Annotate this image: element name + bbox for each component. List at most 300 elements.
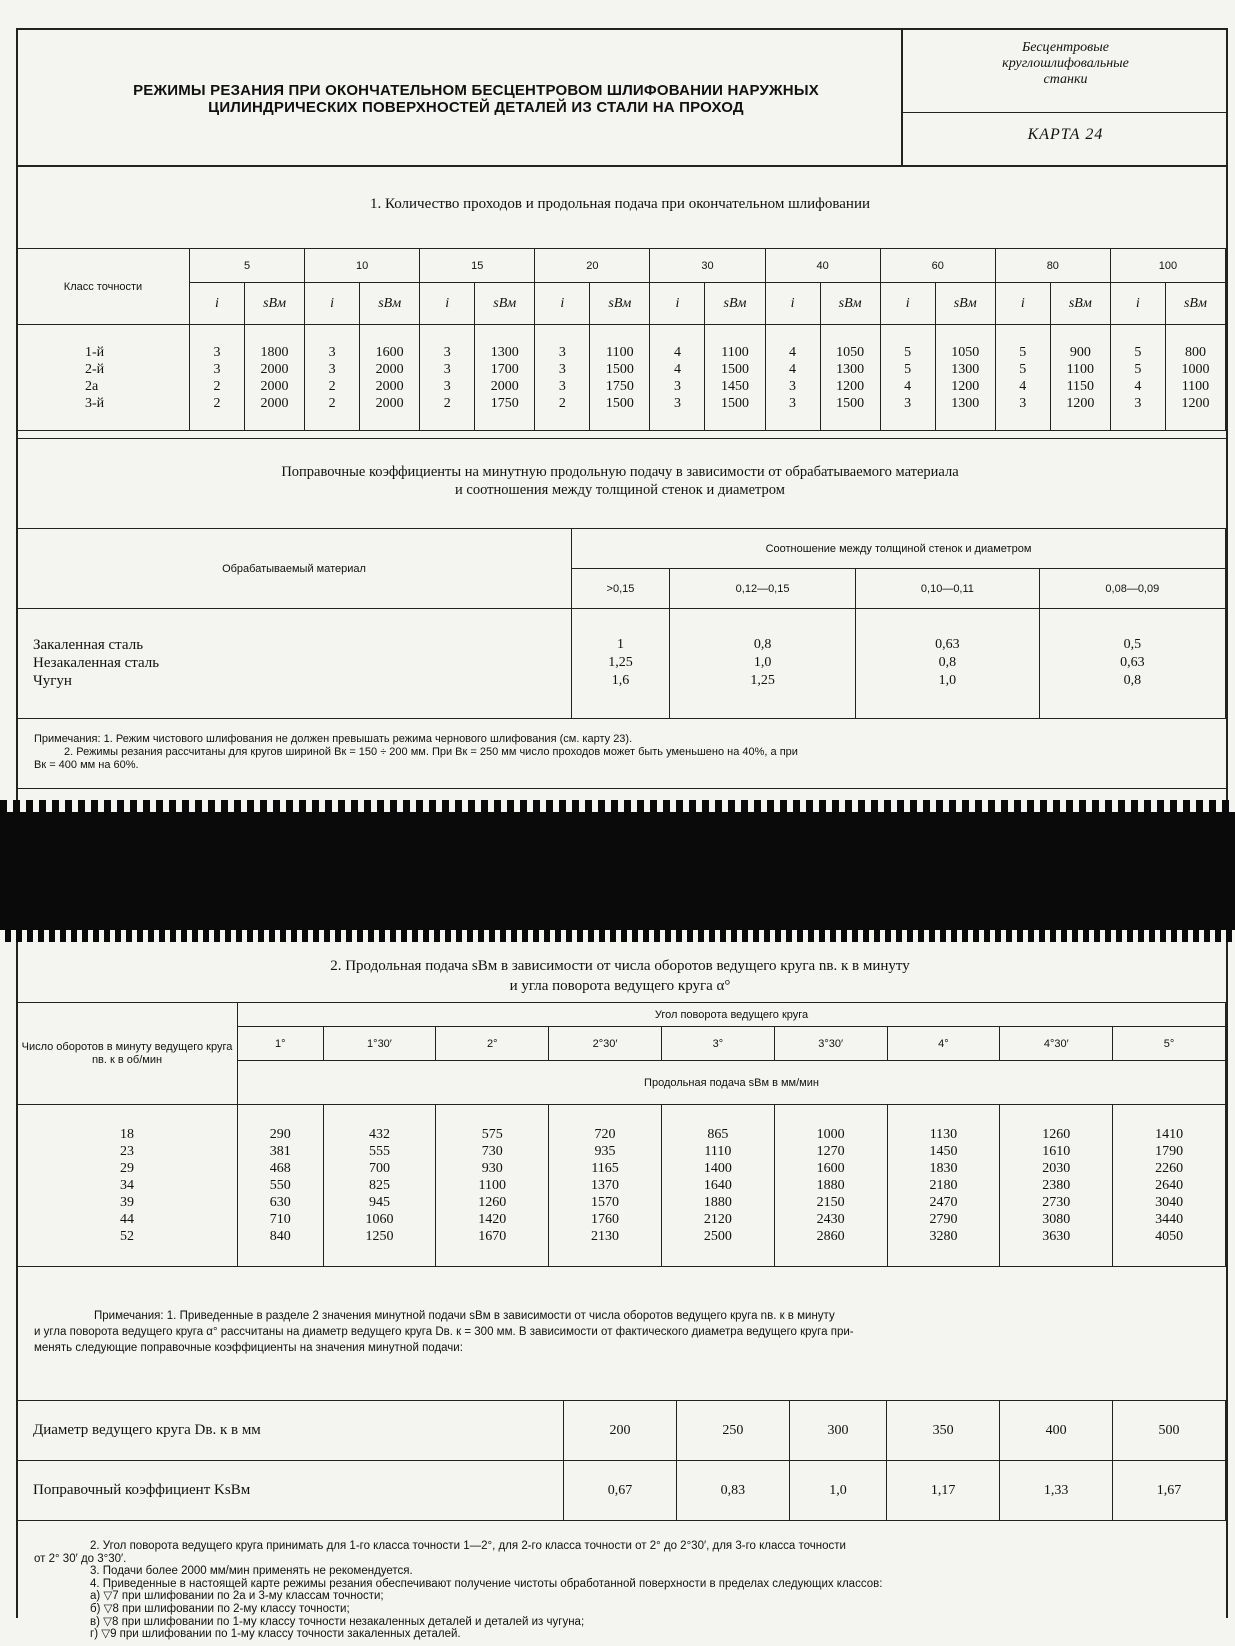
note-3-line-6: б) ▽8 при шлифовании по 2-му классу точности; (90, 1602, 350, 1615)
feed-value: 1100 (1181, 378, 1210, 394)
note-3-line-7: в) ▽8 при шлифовании по 1-му классу точности незакаленных деталей и деталей из чугуна; (90, 1615, 585, 1628)
coef-value: 0,63 (1120, 654, 1145, 670)
passes-value: 5 (1019, 361, 1027, 377)
feed-value: 2000 (260, 361, 289, 377)
feed-rate-cell (549, 1105, 662, 1267)
passes-value: 3 (213, 344, 221, 360)
feed-rate-value: 630 (269, 1195, 291, 1210)
feed-rate-cell (436, 1105, 549, 1267)
note-1-line-2: 2. Режимы резания рассчитаны для кругов шириной Bк = 150 ÷ 200 мм. При Bк = 250 мм число проходов может быть уменьшено на 40%, а при (64, 746, 798, 758)
passes-value: 4 (904, 378, 912, 394)
feed-value: 1300 (951, 361, 980, 377)
passes-cell (190, 325, 245, 431)
passes-value: 4 (673, 361, 681, 377)
feed-rate-value: 3440 (1155, 1212, 1184, 1227)
coef-value: 1,25 (608, 654, 633, 670)
feed-stack (1166, 344, 1225, 412)
feed-value: 1300 (951, 395, 980, 411)
rpm-header: Число оборотов в минуту ведущего круга nв. к в об/мин (17, 1003, 238, 1105)
feed-stack (705, 344, 764, 412)
wheel-diameter-value: 300 (789, 1401, 886, 1461)
coef-label: Поправочный коэффициент KsBм (17, 1461, 564, 1521)
wheel-coef-value: 1,0 (789, 1461, 886, 1521)
feed-stack (590, 344, 649, 412)
feed-value: 1000 (1181, 361, 1210, 377)
feed-rate-cell (323, 1105, 436, 1267)
passes-cell (1110, 325, 1165, 431)
feed-value: 1200 (1181, 395, 1210, 411)
diameter-header-30: 30 (650, 249, 765, 283)
passes-value: 3 (443, 361, 451, 377)
feed-value: 2000 (490, 378, 519, 394)
feed-stack (936, 344, 995, 412)
passes-value: 3 (789, 395, 797, 411)
feed-col-header: sBм (935, 283, 995, 325)
feed-rate-value: 1670 (478, 1229, 507, 1244)
feed-rate-value: 2790 (929, 1212, 958, 1227)
coef-title (20, 463, 1220, 499)
wheel-diameter-value: 200 (564, 1401, 677, 1461)
passes-col-header: i (190, 283, 245, 325)
feed-stack (821, 344, 880, 412)
notes-section-1 (34, 733, 1214, 772)
feed-value: 2000 (260, 378, 289, 394)
feed-rate-value: 3080 (1042, 1212, 1071, 1227)
class-list (17, 325, 190, 431)
passes-stack (1111, 344, 1165, 412)
passes-col-header: i (420, 283, 475, 325)
passes-col-header: i (880, 283, 935, 325)
passes-value: 3 (443, 344, 451, 360)
feed-cell (1050, 325, 1110, 431)
section-1-title: 1. Количество проходов и продольная подача при окончательном шлифовании (369, 196, 870, 212)
passes-value: 4 (1019, 378, 1027, 394)
section-1-bottom-rule (16, 438, 1226, 439)
feed-rate-cell (774, 1105, 887, 1267)
card-number: КАРТА 24 (1027, 126, 1104, 143)
class-label: 1-й (85, 344, 105, 360)
feed-cell (245, 325, 305, 431)
feed-cell (935, 325, 995, 431)
passes-value: 2 (213, 395, 221, 411)
note-2-line-3: менять следующие поправочные коэффициенты на значения минутной подачи: (34, 1342, 463, 1354)
passes-value: 3 (1019, 395, 1027, 411)
page-title (36, 82, 916, 116)
feed-rate-value: 1880 (703, 1195, 732, 1210)
wheel-coef-value: 1,33 (1000, 1461, 1113, 1521)
ratio-header-2: 0,10—0,11 (856, 569, 1039, 609)
passes-value: 3 (558, 344, 566, 360)
feed-value: 1300 (490, 344, 519, 360)
note-1-line-3: Bк = 400 мм на 60%. (34, 759, 139, 771)
coef-value: 1 (616, 636, 624, 652)
coef-stack (1040, 637, 1225, 691)
feed-rate-value: 720 (594, 1127, 616, 1142)
diameter-header-20: 20 (535, 249, 650, 283)
diameter-header-40: 40 (765, 249, 880, 283)
ratio-header-3: 0,08—0,09 (1039, 569, 1225, 609)
feed-rate-value: 432 (368, 1127, 390, 1142)
coef-value: 1,0 (938, 672, 957, 688)
passes-stack (996, 344, 1050, 412)
title-line-2: ЦИЛИНДРИЧЕСКИХ ПОВЕРХНОСТЕЙ ДЕТАЛЕЙ ИЗ СТАЛИ НА ПРОХОД (208, 99, 744, 116)
note-2-line-1: Примечания: 1. Приведенные в разделе 2 значения минутной подачи sBм в зависимости от числа оборотов ведущего круга nв. к в минуту (94, 1310, 835, 1322)
passes-value: 3 (213, 361, 221, 377)
feed-rate-value: 1410 (1155, 1127, 1184, 1142)
passes-value: 3 (328, 344, 336, 360)
feed-rate-value: 1370 (591, 1178, 620, 1193)
coef-title-line-1: Поправочные коэффициенты на минутную продольную подачу в зависимости от обрабатываемого материала (281, 464, 959, 480)
wheel-diameter-value: 500 (1113, 1401, 1226, 1461)
header-side-box (901, 30, 1228, 165)
feed-rate-value: 1110 (704, 1144, 732, 1159)
note-3-line-1: 2. Угол поворота ведущего круга принимать для 1-го класса точности 1—2°, для 2-го класса точности от 2° до 2°30′, для 3-го класса точности (90, 1540, 846, 1552)
feed-rate-value: 4050 (1155, 1229, 1184, 1244)
feed-rate-cell (1000, 1105, 1113, 1267)
passes-stack (535, 344, 589, 412)
feed-rate-value: 2150 (816, 1195, 845, 1210)
section-2-title-line-1: 2. Продольная подача sBм в зависимости от числа оборотов ведущего круга nв. к в минуту (330, 958, 910, 974)
passes-col-header: i (995, 283, 1050, 325)
feed-value: 1700 (490, 361, 519, 377)
feed-rate-value: 1270 (816, 1144, 845, 1159)
material-label: Незакаленная сталь (33, 654, 160, 671)
header-divider (903, 112, 1228, 113)
feed-col-header: sBм (360, 283, 420, 325)
coef-value: 1,25 (750, 672, 775, 688)
feed-rate-value: 730 (481, 1144, 503, 1159)
angle-header-5: 3°30′ (774, 1027, 887, 1061)
feed-rate-value: 865 (707, 1127, 729, 1142)
feed-col-header: sBм (705, 283, 765, 325)
feed-rate-value: 2430 (816, 1212, 845, 1227)
feed-by-rpm-table (16, 1002, 1226, 1267)
feed-rate-value: 930 (481, 1161, 503, 1176)
note-3-line-5: а) ▽7 при шлифовании по 2а и 3-му классам точности; (90, 1590, 384, 1603)
feed-rate-value: 1260 (1042, 1127, 1071, 1142)
passes-stack (420, 344, 474, 412)
passes-value: 3 (1134, 395, 1142, 411)
feed-rate-value: 1760 (591, 1212, 620, 1227)
machine-line-1: Бесцентровые (1022, 40, 1109, 55)
coef-stack (670, 637, 855, 691)
feed-value: 1050 (951, 344, 980, 360)
feed-rate-value: 1130 (929, 1127, 958, 1142)
angle-header-3: 2°30′ (549, 1027, 662, 1061)
notes-1-bottom-rule (16, 788, 1226, 789)
feed-rate-value: 2640 (1155, 1178, 1184, 1193)
diameter-label: Диаметр ведущего круга Dв. к в мм (17, 1401, 564, 1461)
feed-value: 2000 (375, 395, 404, 411)
feed-cell (475, 325, 535, 431)
feed-rate-value: 710 (269, 1212, 291, 1227)
feed-rate-stack (436, 1126, 548, 1245)
passes-value: 5 (1134, 361, 1142, 377)
feed-rate-value: 1790 (1155, 1144, 1184, 1159)
feed-value: 1200 (951, 378, 980, 394)
passes-stack (650, 344, 704, 412)
coef-cell (1039, 609, 1225, 719)
passes-feed-table (16, 248, 1226, 431)
material-label: Закаленная сталь (33, 636, 144, 653)
passes-stack (305, 344, 359, 412)
passes-value: 2 (443, 395, 451, 411)
feed-cell (590, 325, 650, 431)
passes-col-header: i (650, 283, 705, 325)
feed-cell (360, 325, 420, 431)
ratio-header-1: 0,12—0,15 (669, 569, 855, 609)
machine-type (903, 40, 1228, 88)
coef-value: 0,8 (1123, 672, 1142, 688)
feed-value: 1500 (605, 361, 634, 377)
coef-value: 1,6 (611, 672, 630, 688)
wheel-coef-value: 1,17 (887, 1461, 1000, 1521)
feed-col-header: sBм (475, 283, 535, 325)
feed-value: 1450 (720, 378, 749, 394)
feed-rate-value: 1610 (1042, 1144, 1071, 1159)
feed-rate-value: 2180 (929, 1178, 958, 1193)
angle-header-7: 4°30′ (1000, 1027, 1113, 1061)
class-label: 2а (85, 378, 99, 394)
passes-value: 2 (558, 395, 566, 411)
feed-value: 2000 (375, 361, 404, 377)
feed-rate-stack (775, 1126, 887, 1245)
feed-rate-value: 3280 (929, 1229, 958, 1244)
feed-rate-value: 1400 (703, 1161, 732, 1176)
diameter-header-60: 60 (880, 249, 995, 283)
coef-value: 0,8 (753, 636, 772, 652)
passes-value: 5 (904, 344, 912, 360)
passes-value: 4 (1134, 378, 1142, 394)
section-2-title (20, 956, 1220, 996)
feed-rate-value: 1060 (365, 1212, 394, 1227)
feed-col-header: sBм (590, 283, 650, 325)
passes-value: 3 (904, 395, 912, 411)
feed-rate-value: 1250 (365, 1229, 394, 1244)
angle-header-6: 4° (887, 1027, 1000, 1061)
passes-cell (880, 325, 935, 431)
material-list (17, 609, 572, 719)
feed-rate-value: 468 (269, 1161, 291, 1176)
passes-cell (420, 325, 475, 431)
feed-value: 1750 (490, 395, 519, 411)
passes-value: 5 (904, 361, 912, 377)
feed-rate-stack (324, 1126, 436, 1245)
feed-rate-stack (662, 1126, 774, 1245)
feed-rate-value: 550 (269, 1178, 291, 1193)
rpm-value: 29 (120, 1161, 134, 1176)
feed-rate-cell (1113, 1105, 1226, 1267)
coef-stack (572, 637, 669, 691)
angle-header: Угол поворота ведущего круга (238, 1003, 1226, 1027)
feed-value: 800 (1184, 344, 1206, 360)
feed-rate-cell (887, 1105, 1000, 1267)
coef-value: 0,5 (1123, 636, 1142, 652)
feed-rate-value: 840 (269, 1229, 291, 1244)
feed-cell (820, 325, 880, 431)
passes-value: 3 (673, 378, 681, 394)
rpm-value: 39 (120, 1195, 134, 1210)
feed-rate-value: 935 (594, 1144, 616, 1159)
feed-rate-value: 2470 (929, 1195, 958, 1210)
feed-value: 2000 (375, 378, 404, 394)
feed-value: 2000 (260, 395, 289, 411)
feed-rate-value: 3040 (1155, 1195, 1184, 1210)
feed-stack (245, 344, 304, 412)
card-header (16, 28, 1226, 167)
feed-rate-cell (238, 1105, 324, 1267)
passes-value: 4 (789, 344, 797, 360)
passes-cell (305, 325, 360, 431)
feed-cell (1165, 325, 1225, 431)
feed-rate-value: 2030 (1042, 1161, 1071, 1176)
feed-rate-stack (1113, 1126, 1225, 1245)
passes-stack (881, 344, 935, 412)
feed-value: 1100 (1066, 361, 1095, 377)
passes-cell (650, 325, 705, 431)
feed-value: 1500 (720, 395, 749, 411)
ratio-header: Соотношение между толщиной стенок и диаметром (572, 529, 1226, 569)
feed-rate-value: 1165 (591, 1161, 619, 1176)
angle-header-4: 3° (661, 1027, 774, 1061)
feed-col-header: sBм (1165, 283, 1225, 325)
feed-value: 1800 (260, 344, 289, 360)
notes-section-2 (34, 1308, 1214, 1356)
feed-value: 1300 (836, 361, 865, 377)
passes-value: 2 (328, 395, 336, 411)
machine-line-3: станки (1043, 72, 1088, 87)
feed-value: 1500 (720, 361, 749, 377)
note-3-line-2: от 2° 30′ до 3°30′. (34, 1552, 127, 1565)
rpm-value: 52 (120, 1229, 134, 1244)
feed-rate-stack (888, 1126, 1000, 1245)
coef-value: 1,0 (753, 654, 772, 670)
feed-rate-value: 381 (269, 1144, 291, 1159)
passes-value: 4 (789, 361, 797, 377)
note-3-line-8: г) ▽9 при шлифовании по 1-му классу точности закаленных деталей. (90, 1628, 461, 1641)
coef-stack (856, 637, 1038, 691)
feed-rate-stack (1000, 1126, 1112, 1245)
passes-value: 3 (328, 361, 336, 377)
diameter-header-100: 100 (1110, 249, 1225, 283)
feed-rate-value: 700 (368, 1161, 390, 1176)
passes-value: 5 (1134, 344, 1142, 360)
passes-col-header: i (305, 283, 360, 325)
feed-value: 900 (1069, 344, 1091, 360)
feed-value: 1200 (1066, 395, 1095, 411)
passes-value: 3 (673, 395, 681, 411)
passes-cell (535, 325, 590, 431)
coef-cell (669, 609, 855, 719)
feed-value: 1500 (605, 395, 634, 411)
notes-section-3 (34, 1540, 1214, 1641)
feed-rate-value: 1600 (816, 1161, 845, 1176)
feed-rate-value: 1100 (478, 1178, 506, 1193)
wheel-coef-value: 0,83 (676, 1461, 789, 1521)
angle-header-0: 1° (238, 1027, 324, 1061)
rpm-list (17, 1105, 238, 1267)
rpm-value: 18 (120, 1127, 134, 1142)
coef-cell (572, 609, 670, 719)
passes-value: 2 (213, 378, 221, 394)
note-1-line-1: Примечания: 1. Режим чистового шлифования не должен превышать режима чернового шлифования (см. карту 23). (34, 733, 633, 745)
diameter-header-80: 80 (995, 249, 1110, 283)
feed-rate-value: 290 (269, 1127, 291, 1142)
feed-rate-value: 945 (368, 1195, 390, 1210)
passes-value: 2 (328, 378, 336, 394)
feed-rate-value: 2260 (1155, 1161, 1184, 1176)
passes-stack (766, 344, 820, 412)
diameter-header-15: 15 (420, 249, 535, 283)
passes-value: 4 (673, 344, 681, 360)
coef-cell (856, 609, 1039, 719)
feed-rate-stack (238, 1126, 323, 1245)
machine-line-2: круглошлифовальные (1002, 56, 1129, 71)
angle-header-8: 5° (1113, 1027, 1226, 1061)
passes-stack (190, 344, 244, 412)
feed-value: 1100 (606, 344, 634, 360)
title-line-1: РЕЖИМЫ РЕЗАНИЯ ПРИ ОКОНЧАТЕЛЬНОМ БЕСЦЕНТРОВОМ ШЛИФОВАНИИ НАРУЖНЫХ (133, 82, 819, 99)
passes-col-header: i (535, 283, 590, 325)
feed-rate-value: 555 (368, 1144, 390, 1159)
feed-rate-value: 1000 (816, 1127, 845, 1142)
rpm-value: 34 (120, 1178, 134, 1193)
feed-stack (360, 344, 419, 412)
feed-stack (1051, 344, 1110, 412)
feed-col-header: sBм (245, 283, 305, 325)
material-coef-table (16, 528, 1226, 719)
rpm-value: 23 (120, 1144, 134, 1159)
passes-cell (765, 325, 820, 431)
feed-value: 1200 (836, 378, 865, 394)
feed-rate-value: 1880 (816, 1178, 845, 1193)
feed-value: 1600 (375, 344, 404, 360)
feed-cell (705, 325, 765, 431)
feed-col-header: sBм (1050, 283, 1110, 325)
wheel-diameter-value: 250 (676, 1401, 789, 1461)
feed-rate-cell (661, 1105, 774, 1267)
note-3-line-3: 3. Подачи более 2000 мм/мин применять не рекомендуется. (90, 1565, 413, 1578)
feed-rate-value: 2730 (1042, 1195, 1071, 1210)
feed-rate-value: 3630 (1042, 1229, 1071, 1244)
coef-value: 0,63 (935, 636, 960, 652)
class-header: Класс точности (17, 249, 190, 325)
wheel-diameter-value: 350 (887, 1401, 1000, 1461)
coef-value: 0,8 (938, 654, 957, 670)
wheel-coef-value: 0,67 (564, 1461, 677, 1521)
feed-value: 1750 (605, 378, 634, 394)
feed-rate-value: 2860 (816, 1229, 845, 1244)
diameter-header-5: 5 (190, 249, 305, 283)
note-3-line-4: 4. Приведенные в настоящей карте режимы резания обеспечивают получение чистоты обработанной поверхности в пределах следующих классов: (90, 1577, 883, 1590)
angle-header-1: 1°30′ (323, 1027, 436, 1061)
feed-rate-value: 2380 (1042, 1178, 1071, 1193)
feed-rate-stack (549, 1126, 661, 1245)
rpm-value: 44 (120, 1212, 134, 1227)
feed-rate-value: 2500 (703, 1229, 732, 1244)
passes-col-header: i (765, 283, 820, 325)
passes-value: 3 (789, 378, 797, 394)
passes-value: 3 (558, 361, 566, 377)
feed-stack (475, 344, 534, 412)
feed-header: Продольная подача sBм в мм/мин (238, 1061, 1226, 1105)
ratio-header-0: >0,15 (572, 569, 670, 609)
angle-header-2: 2° (436, 1027, 549, 1061)
feed-rate-value: 1420 (478, 1212, 507, 1227)
class-label: 2-й (85, 361, 105, 377)
material-header: Обрабатываемый материал (17, 529, 572, 609)
feed-col-header: sBм (820, 283, 880, 325)
